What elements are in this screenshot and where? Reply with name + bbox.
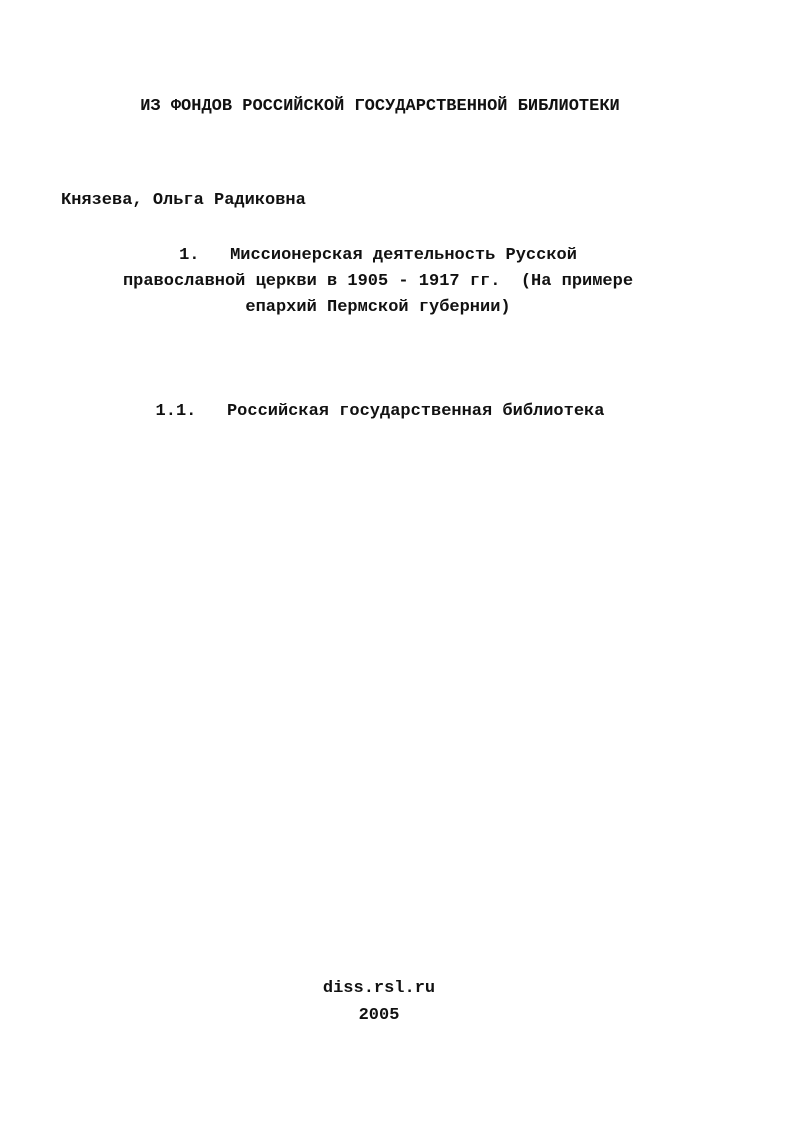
author-name: Князева, Ольга Радиковна [61, 191, 306, 210]
publication-year: 2005 [358, 1006, 400, 1025]
section-number: 1.1. [155, 402, 197, 421]
site-url: diss.rsl.ru [322, 979, 436, 998]
library-header: ИЗ ФОНДОВ РОССИЙСКОЙ ГОСУДАРСТВЕННОЙ БИБЛИОТЕКИ [140, 97, 620, 116]
dissertation-title [40, 243, 716, 321]
section-text: Российская государственная библиотека [226, 402, 605, 421]
title-line-1 [40, 243, 716, 269]
title-line-3: епархий Пермской губернии) [245, 298, 511, 317]
section-heading [0, 403, 760, 420]
title-line-2: православной церкви в 1905 - 1917 гг. (На примере [122, 272, 634, 291]
title-number: 1. [179, 246, 200, 265]
title-text-line-1: Миссионерская деятельность Русской [230, 246, 577, 265]
